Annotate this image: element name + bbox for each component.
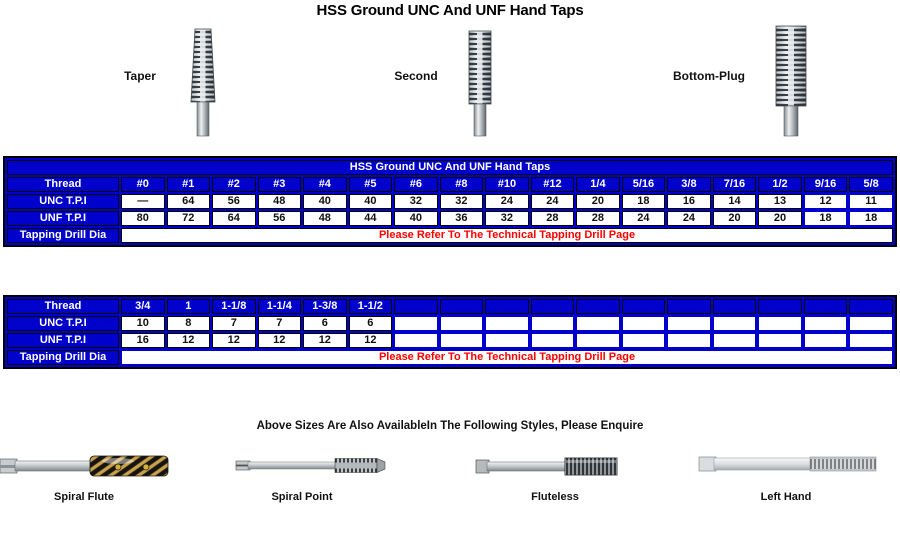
thread-size-cell: 3/4 bbox=[121, 299, 165, 314]
unf-tpi-value-cell: 56 bbox=[258, 211, 302, 226]
unf-tpi-value-cell: 36 bbox=[440, 211, 484, 226]
unf-tpi-value-cell bbox=[622, 333, 666, 348]
unf-tpi-value-cell bbox=[804, 333, 848, 348]
unc-tpi-value-cell bbox=[758, 316, 802, 331]
unc-tpi-value-cell: 18 bbox=[622, 194, 666, 209]
unc-tpi-value-cell: 7 bbox=[258, 316, 302, 331]
thread-size-cell: 1-3/8 bbox=[303, 299, 347, 314]
unf-tpi-value-cell: 20 bbox=[713, 211, 757, 226]
row-header-tapping-drill-dia: Tapping Drill Dia bbox=[7, 350, 119, 365]
thread-size-cell bbox=[485, 299, 529, 314]
second-tap-label: Second bbox=[394, 69, 438, 83]
thread-size-cell: 7/16 bbox=[713, 177, 757, 192]
unf-tpi-value-cell: 24 bbox=[622, 211, 666, 226]
unc-tpi-value-cell: 12 bbox=[804, 194, 848, 209]
thread-size-cell: 1-1/4 bbox=[258, 299, 302, 314]
spiral-point-tap-image bbox=[235, 452, 387, 480]
unc-tpi-value-cell bbox=[849, 316, 893, 331]
spiral-point-label: Spiral Point bbox=[271, 491, 333, 503]
thread-size-cell: 1-1/8 bbox=[212, 299, 256, 314]
unc-tpi-value-cell: — bbox=[121, 194, 165, 209]
unf-tpi-value-cell: 64 bbox=[212, 211, 256, 226]
left-hand-tap-image bbox=[698, 450, 883, 480]
unf-tpi-value-cell: 16 bbox=[121, 333, 165, 348]
thread-size-cell: 5/8 bbox=[849, 177, 893, 192]
unf-tpi-value-cell: 12 bbox=[349, 333, 393, 348]
unf-tpi-value-cell bbox=[576, 333, 620, 348]
tapping-drill-note-cell: Please Refer To The Technical Tapping Drill Page bbox=[121, 350, 893, 365]
row-header-unc-tpi: UNC T.P.I bbox=[7, 316, 119, 331]
unc-tpi-value-cell: 6 bbox=[349, 316, 393, 331]
table1-table bbox=[3, 156, 897, 247]
unf-tpi-value-cell bbox=[394, 333, 438, 348]
unc-tpi-value-cell bbox=[440, 316, 484, 331]
unc-tpi-value-cell: 48 bbox=[258, 194, 302, 209]
unf-tpi-value-cell bbox=[713, 333, 757, 348]
unc-tpi-value-cell: 11 bbox=[849, 194, 893, 209]
row-header-thread: Thread bbox=[7, 177, 119, 192]
thread-size-cell: 5/16 bbox=[622, 177, 666, 192]
left-hand-label: Left Hand bbox=[760, 491, 812, 503]
thread-size-cell: #12 bbox=[531, 177, 575, 192]
thread-size-cell bbox=[849, 299, 893, 314]
taper-tap-label: Taper bbox=[124, 69, 156, 83]
unf-tpi-value-cell: 48 bbox=[303, 211, 347, 226]
unf-tpi-value-cell: 80 bbox=[121, 211, 165, 226]
unc-tpi-value-cell: 7 bbox=[212, 316, 256, 331]
unc-tpi-value-cell: 20 bbox=[576, 194, 620, 209]
unf-tpi-value-cell: 12 bbox=[212, 333, 256, 348]
spiral-flute-tap-image bbox=[0, 448, 175, 486]
unf-tpi-value-cell: 28 bbox=[531, 211, 575, 226]
thread-size-cell: 9/16 bbox=[804, 177, 848, 192]
thread-size-cell: #2 bbox=[212, 177, 256, 192]
unf-tpi-value-cell: 20 bbox=[758, 211, 802, 226]
hand-taps-table-upper bbox=[3, 156, 897, 247]
row-header-unf-tpi: UNF T.P.I bbox=[7, 333, 119, 348]
row-header-unc-tpi: UNC T.P.I bbox=[7, 194, 119, 209]
unc-tpi-value-cell bbox=[622, 316, 666, 331]
thread-size-cell bbox=[394, 299, 438, 314]
unf-tpi-value-cell bbox=[485, 333, 529, 348]
thread-size-cell: #6 bbox=[394, 177, 438, 192]
unf-tpi-value-cell bbox=[531, 333, 575, 348]
unf-tpi-value-cell: 32 bbox=[485, 211, 529, 226]
bottom-plug-tap-label: Bottom-Plug bbox=[673, 69, 745, 83]
unf-tpi-value-cell: 12 bbox=[303, 333, 347, 348]
unf-tpi-value-cell: 44 bbox=[349, 211, 393, 226]
unc-tpi-value-cell bbox=[713, 316, 757, 331]
second-tap-image bbox=[460, 28, 500, 138]
unc-tpi-value-cell: 13 bbox=[758, 194, 802, 209]
thread-size-cell: 1 bbox=[167, 299, 211, 314]
unc-tpi-value-cell: 40 bbox=[303, 194, 347, 209]
hand-taps-table-lower bbox=[3, 295, 897, 369]
unc-tpi-value-cell bbox=[667, 316, 711, 331]
unc-tpi-value-cell: 32 bbox=[394, 194, 438, 209]
thread-size-cell bbox=[576, 299, 620, 314]
unc-tpi-value-cell: 14 bbox=[713, 194, 757, 209]
unf-tpi-value-cell: 40 bbox=[394, 211, 438, 226]
unf-tpi-value-cell: 28 bbox=[576, 211, 620, 226]
unf-tpi-value-cell: 72 bbox=[167, 211, 211, 226]
thread-size-cell: #8 bbox=[440, 177, 484, 192]
thread-size-cell: #4 bbox=[303, 177, 347, 192]
unc-tpi-value-cell: 32 bbox=[440, 194, 484, 209]
table2-table bbox=[3, 295, 897, 369]
unf-tpi-value-cell bbox=[849, 333, 893, 348]
unf-tpi-value-cell: 18 bbox=[804, 211, 848, 226]
unc-tpi-value-cell: 10 bbox=[121, 316, 165, 331]
thread-size-cell bbox=[440, 299, 484, 314]
unc-tpi-value-cell: 64 bbox=[167, 194, 211, 209]
unc-tpi-value-cell bbox=[485, 316, 529, 331]
unc-tpi-value-cell bbox=[531, 316, 575, 331]
thread-size-cell bbox=[667, 299, 711, 314]
thread-size-cell: #5 bbox=[349, 177, 393, 192]
thread-size-cell: #10 bbox=[485, 177, 529, 192]
thread-size-cell: 3/8 bbox=[667, 177, 711, 192]
bottom-plug-tap-image bbox=[768, 24, 814, 138]
unc-tpi-value-cell: 24 bbox=[485, 194, 529, 209]
thread-size-cell bbox=[531, 299, 575, 314]
thread-size-cell bbox=[622, 299, 666, 314]
unc-tpi-value-cell: 40 bbox=[349, 194, 393, 209]
thread-size-cell: 1-1/2 bbox=[349, 299, 393, 314]
fluteless-label: Fluteless bbox=[531, 491, 579, 503]
availability-note: Above Sizes Are Also AvailableIn The Following Styles, Please Enquire bbox=[256, 420, 644, 432]
fluteless-tap-image bbox=[474, 450, 622, 482]
thread-size-cell: #0 bbox=[121, 177, 165, 192]
row-header-thread: Thread bbox=[7, 299, 119, 314]
unf-tpi-value-cell bbox=[667, 333, 711, 348]
thread-size-cell: #3 bbox=[258, 177, 302, 192]
taper-tap-image bbox=[183, 26, 223, 138]
unf-tpi-value-cell: 12 bbox=[167, 333, 211, 348]
row-header-tapping-drill-dia: Tapping Drill Dia bbox=[7, 228, 119, 243]
unf-tpi-value-cell bbox=[758, 333, 802, 348]
unc-tpi-value-cell: 16 bbox=[667, 194, 711, 209]
thread-size-cell bbox=[804, 299, 848, 314]
unf-tpi-value-cell: 12 bbox=[258, 333, 302, 348]
unf-tpi-value-cell: 24 bbox=[667, 211, 711, 226]
thread-size-cell: #1 bbox=[167, 177, 211, 192]
tapping-drill-note-cell: Please Refer To The Technical Tapping Drill Page bbox=[121, 228, 893, 243]
thread-size-cell bbox=[713, 299, 757, 314]
unc-tpi-value-cell bbox=[394, 316, 438, 331]
unc-tpi-value-cell: 8 bbox=[167, 316, 211, 331]
row-header-unf-tpi: UNF T.P.I bbox=[7, 211, 119, 226]
unc-tpi-value-cell: 56 bbox=[212, 194, 256, 209]
page-title: HSS Ground UNC And UNF Hand Taps bbox=[316, 2, 584, 19]
unc-tpi-value-cell bbox=[804, 316, 848, 331]
thread-size-cell: 1/2 bbox=[758, 177, 802, 192]
unf-tpi-value-cell bbox=[440, 333, 484, 348]
unc-tpi-value-cell: 6 bbox=[303, 316, 347, 331]
spiral-flute-label: Spiral Flute bbox=[54, 491, 114, 503]
thread-size-cell: 1/4 bbox=[576, 177, 620, 192]
unc-tpi-value-cell bbox=[576, 316, 620, 331]
unc-tpi-value-cell: 24 bbox=[531, 194, 575, 209]
unf-tpi-value-cell: 18 bbox=[849, 211, 893, 226]
thread-size-cell bbox=[758, 299, 802, 314]
table-title-cell: HSS Ground UNC And UNF Hand Taps bbox=[7, 160, 893, 175]
